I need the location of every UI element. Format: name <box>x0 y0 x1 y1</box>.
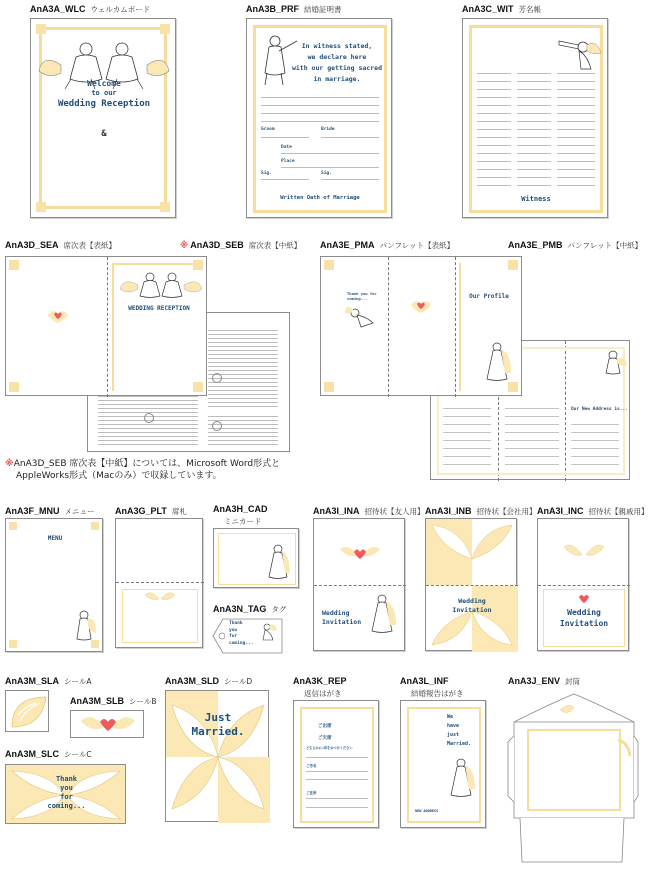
label-sea: AnA3D_SEA 席次表【表紙】 <box>5 240 117 250</box>
attend-label: ご出席 <box>318 724 332 729</box>
label-prf: AnA3B_PRF 結婚証明書 <box>246 4 342 14</box>
trumpet-angel-icon <box>559 35 599 75</box>
welcome-line2: to our <box>91 89 117 97</box>
label-inb: AnA3I_INB 招待状【会社用】 <box>425 506 537 516</box>
seating-chart-cover-card[interactable] <box>5 256 207 396</box>
name-field-label: ご芳名 <box>306 764 317 768</box>
label-rep-name: 返信はがき <box>304 689 342 698</box>
label-mnu: AnA3F_MNU メニュー <box>5 506 95 516</box>
label-slb: AnA3M_SLB シールB <box>70 696 157 706</box>
marriage-announcement-postcard[interactable] <box>400 700 486 828</box>
label-seb: ※ AnA3D_SEB 席次表【中紙】 <box>180 240 302 251</box>
guest-book-card[interactable] <box>462 18 608 218</box>
place-label: Place <box>281 159 295 164</box>
welcome-line1: Welcome <box>87 79 121 88</box>
sticker-b[interactable] <box>70 710 144 738</box>
envelope-outline <box>508 690 638 870</box>
label-sld: AnA3M_SLD シールD <box>165 676 253 686</box>
label-inf-name: 結婚報告はがき <box>411 689 464 698</box>
label-inc: AnA3I_INC 招待状【親戚用】 <box>537 506 649 516</box>
menu-card[interactable] <box>5 518 103 652</box>
heart-icon <box>48 309 68 323</box>
bride-figure-icon <box>451 757 477 801</box>
sticker-d[interactable] <box>165 690 269 822</box>
slc-text: Thank you for coming... <box>47 775 86 810</box>
label-tag: AnA3N_TAG タグ <box>213 604 287 614</box>
inc-title: Wedding Invitation <box>559 608 609 628</box>
absent-label: ご欠席 <box>318 736 332 741</box>
label-pma: AnA3E_PMA パンフレット【表紙】 <box>320 240 455 250</box>
ina-title: Wedding Invitation <box>322 609 362 626</box>
label-env: AnA3J_ENV 封筒 <box>508 676 581 686</box>
groom-label: Groom <box>261 127 275 132</box>
bride-label: Bride <box>321 127 335 132</box>
label-rep: AnA3K_REP <box>293 676 347 686</box>
label-slc: AnA3M_SLC シールC <box>5 749 92 759</box>
oath-footer: Written Oath of Marriage <box>280 195 360 201</box>
label-wlc: AnA3A_WLC ウェルカムボード <box>30 4 151 14</box>
winged-heart-icon <box>81 715 135 735</box>
wings-icon <box>564 543 604 559</box>
pamphlet-cover-card[interactable] <box>320 256 522 396</box>
welcome-line3: Wedding Reception <box>57 99 151 109</box>
envelope-template[interactable] <box>508 690 638 870</box>
ampersand: & <box>101 129 107 139</box>
sea-title: WEDDING RECEPTION <box>128 305 190 312</box>
address-field-label: ご住所 <box>306 791 317 795</box>
label-ina: AnA3I_INA 招待状【友人用】 <box>313 506 425 516</box>
invitation-friends-card[interactable] <box>313 518 405 651</box>
new-address-text: Our New Address is... <box>571 407 628 412</box>
flying-angel-icon <box>345 305 375 329</box>
label-cad: AnA3H_CAD <box>213 504 268 514</box>
witness-footer: Witness <box>521 195 551 203</box>
angels-illustration <box>116 269 206 305</box>
menu-title: MENU <box>47 535 63 542</box>
sticker-c[interactable] <box>5 764 126 824</box>
wing-icon <box>6 691 50 733</box>
oath-text: In witness stated, we declare here with our getting sacred in marriage. <box>291 42 382 83</box>
bride-figure-icon <box>372 593 398 637</box>
heart-icon <box>411 299 431 313</box>
invitation-relatives-card[interactable] <box>537 518 629 651</box>
label-cad-name: ミニカード <box>224 517 262 526</box>
sig1-label: Sig. <box>261 171 272 176</box>
tag-text: Thank you for coming... <box>229 621 254 646</box>
label-wit: AnA3C_WIT 芳名帳 <box>462 4 541 14</box>
thanks-text: Thank you for coming... <box>347 291 377 301</box>
reply-postcard[interactable] <box>293 700 379 828</box>
inb-title: Wedding Invitation <box>452 597 492 614</box>
label-sla: AnA3M_SLA シールA <box>5 676 92 686</box>
place-card[interactable] <box>115 518 203 648</box>
inf-text: We have just Married. <box>447 714 472 747</box>
date-label: Date <box>281 145 292 150</box>
flying-angel-icon <box>257 622 277 642</box>
label-pmb: AnA3E_PMB パンフレット【中紙】 <box>508 240 643 250</box>
angel-figure-icon <box>74 609 98 645</box>
label-plt: AnA3G_PLT 席札 <box>115 506 187 516</box>
bride-figure-icon <box>485 341 515 385</box>
welcome-board-card[interactable] <box>30 18 176 218</box>
label-inf: AnA3L_INF <box>400 676 449 686</box>
sticker-a[interactable] <box>5 690 49 732</box>
marriage-certificate-card[interactable] <box>246 18 392 218</box>
angel-figure-icon <box>603 349 627 379</box>
our-profile-title: Our Profile <box>469 293 509 300</box>
sld-text: Just Married. <box>191 711 245 738</box>
new-address-label: NEW ADDRESS <box>415 809 439 813</box>
mini-card[interactable] <box>213 528 299 588</box>
heart-icon <box>579 595 589 603</box>
winged-heart-icon <box>340 545 380 563</box>
tag-card[interactable] <box>213 618 283 654</box>
bride-figure-icon <box>268 543 292 583</box>
format-note: ※AnA3D_SEB 席次表【中紙】については、Microsoft Word形式と AppleWorks形式（Macのみ）で収録しています。 <box>5 459 281 481</box>
sig2-label: Sig. <box>321 171 332 176</box>
wings-icon <box>145 591 175 603</box>
instruction-text: どちらかに○印をおつけください <box>306 746 353 750</box>
invitation-company-card[interactable] <box>425 518 517 651</box>
